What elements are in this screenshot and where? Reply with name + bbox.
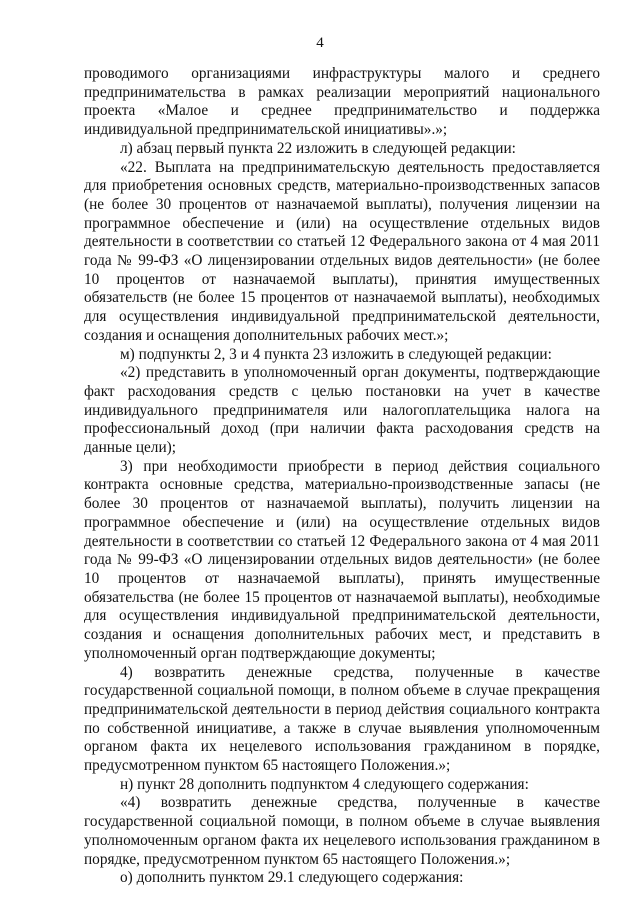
paragraph-item-m: м) подпункты 2, 3 и 4 пункта 23 изложить в следующей редакции: — [120, 345, 552, 363]
paragraph-subitem-3: 3) при необходимости приобрести в период действия социального контракта основные средства, материально-производственные запасы (не более 30 процентов от назначаемой выплаты), получить лицензии на программное обеспечение и (или) на осуществление отдельных видов деятельности в соответствии со статьей 12 Федерального закона от 4 мая 2011 года № 99-ФЗ «О лицензировании отдельных видов деятельности» (не более 10 процентов от назначаемой выплаты), принять имущественные обязательства (не более 15 процентов от назначаемой выплаты), необходимые для осуществления индивидуальной предпринимательской деятельности, создания и оснащения дополнительных рабочих мест, и представить в уполномоченный орган подтверждающие документы; — [84, 457, 600, 662]
paragraph-quote-22: «22. Выплата на предпринимательскую деятельность предоставляется для приобретения основных средств, материально-производственных запасов (не более 30 процентов от назначаемой выплаты), получения лицензии на программное обеспечение и (или) на осуществление отдельных видов деятельности в соответствии со статьей 12 Федерального закона от 4 мая 2011 года № 99-ФЗ «О лицензировании отдельных видов деятельности» (не более 10 процентов от назначаемой выплаты), принятия имущественных обязательств (не более 15 процентов от назначаемой выплаты), необходимых для осуществления индивидуальной предпринимательской деятельности, создания и оснащения дополнительных рабочих мест.»; — [84, 158, 600, 344]
paragraph-item-o: о) дополнить пунктом 29.1 следующего содержания: — [120, 869, 464, 887]
page-number: 4 — [316, 35, 324, 51]
paragraph-item-l: л) абзац первый пункта 22 изложить в следующей редакции: — [120, 139, 516, 157]
paragraph-item-n: н) пункт 28 дополнить подпунктом 4 следующего содержания: — [120, 775, 529, 793]
document-body — [84, 65, 600, 888]
paragraph-quote-4: «4) возвратить денежные средства, полученные в качестве государственной социальной помощи, в полном объеме в случае выявления уполномоченным органом факта их нецелевого использования гражданином в порядке, предусмотренном пунктом 65 настоящего Положения.»; — [84, 794, 600, 868]
paragraph-continuation: проводимого организациями инфраструктуры малого и среднего предпринимательства в рамках реализации мероприятий национального проекта «Малое и среднее предпринимательство и поддержка индивидуальной предпринимательской инициативы».»; — [84, 65, 600, 139]
paragraph-subitem-4: 4) возвратить денежные средства, полученные в качестве государственной социальной помощи, в полном объеме в случае прекращения предпринимательской деятельности в период действия социального контракта по собственной инициативе, а также в случае выявления уполномоченным органом факта их нецелевого использования гражданином в порядке, предусмотренном пунктом 65 настоящего Положения.»; — [84, 663, 600, 775]
paragraph-subitem-2: «2) представить в уполномоченный орган документы, подтверждающие факт расходования средств с целью постановки на учет в качестве индивидуального предпринимателя или налогоплательщика налога на профессиональный доход (при наличии факта расходования средств на данные цели); — [84, 364, 600, 457]
